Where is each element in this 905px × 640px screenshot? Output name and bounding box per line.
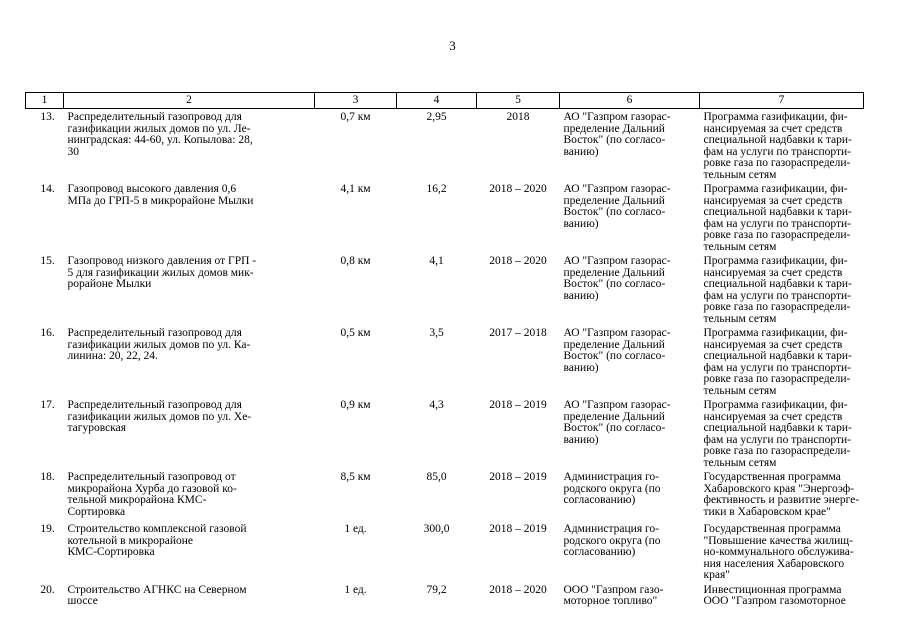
row-number: 20. (40, 583, 55, 596)
object-executor: АО "Газпром газорас- пределение Дальний Восток" (по согласо- ванию) (563, 255, 671, 302)
object-funding-source: Программа газификации, фи- нансируемая за счет средств специальной надбавки к тари- фам на услуги по транспорти- ровке газа по газораспредели- тельным сетям (703, 255, 852, 325)
object-period: 2018 (506, 111, 530, 123)
object-funding-source: Программа газификации, фи- нансируемая за счет средств специальной надбавки к тари- фам на услуги по транспорти- ровке газа по газораспредели- тельным сетям (703, 399, 852, 469)
object-executor: АО "Газпром газорас- пределение Дальний Восток" (по согласо- ванию) (563, 399, 671, 446)
header-row (26, 93, 864, 109)
object-cost: 79,2 (426, 583, 447, 596)
header-col-3: 3 (315, 93, 397, 109)
row-number: 13. (40, 111, 55, 123)
table-row (26, 469, 864, 521)
object-funding-source: Программа газификации, фи- нансируемая за счет средств специальной надбавки к тари- фам на услуги по транспорти- ровке газа по газораспредели- тельным сетям (703, 111, 852, 181)
object-length: 8,5 км (340, 471, 371, 483)
row-number: 19. (40, 523, 55, 535)
row-number: 18. (40, 471, 55, 483)
object-name: Распределительный газопровод для газификации жилых домов по ул. Хе- тагуровская (67, 399, 252, 434)
object-cost: 300,0 (423, 523, 450, 535)
header-col-6: 6 (560, 93, 700, 109)
object-funding-source: Государственная программа Хабаровского края "Энергоэф- фективность и развитие энерге- тики в Хабаровском крае" (703, 471, 860, 518)
object-period: 2017 – 2018 (489, 327, 547, 339)
object-period: 2018 – 2019 (489, 471, 547, 483)
object-period: 2018 – 2019 (489, 523, 547, 535)
table-row (26, 325, 864, 397)
header-col-4: 4 (397, 93, 477, 109)
object-name: Распределительный газопровод для газификации жилых домов по ул. Ка- линина: 20, 22, 24. (67, 327, 251, 362)
object-cost: 2,95 (426, 111, 447, 123)
row-number: 14. (40, 183, 55, 195)
object-cost: 16,2 (426, 183, 447, 195)
object-length: 1 ед. (344, 583, 367, 596)
object-name: Газопровод высокого давления 0,6 МПа до ГРП-5 в микрорайоне Мылки (67, 183, 254, 207)
object-cost: 4,3 (429, 399, 444, 411)
object-name: Распределительный газопровод от микрорайона Хурба до газовой ко- тельной микрорайона КМС- Сортировка (67, 471, 237, 518)
object-executor: ООО "Газпром газо- моторное топливо" (563, 583, 664, 607)
object-length: 1 ед. (344, 523, 367, 535)
object-name: Газопровод низкого давления от ГРП - 5 для газификации жилых домов мик- рорайоне Мылки (67, 255, 257, 290)
table-row (26, 397, 864, 469)
object-length: 0,5 км (340, 327, 371, 339)
object-length: 4,1 км (340, 183, 371, 195)
table-header (26, 93, 864, 109)
object-name: Распределительный газопровод для газификации жилых домов по ул. Ле- нинградская: 44-60, ул. Копылова: 28, 30 (67, 111, 253, 158)
object-cost: 85,0 (426, 471, 447, 483)
row-number: 16. (40, 327, 55, 339)
table-row (26, 582, 864, 635)
row-number: 17. (40, 399, 55, 411)
object-period: 2018 – 2019 (489, 399, 547, 411)
header-col-7: 7 (700, 93, 864, 109)
header-col-5: 5 (477, 93, 560, 109)
object-cost: 4,1 (429, 255, 444, 267)
object-funding-source: Программа газификации, фи- нансируемая за счет средств специальной надбавки к тари- фам на услуги по транспорти- ровке газа по газораспредели- тельным сетям (703, 183, 852, 253)
object-funding-source: Программа газификации, фи- нансируемая за счет средств специальной надбавки к тари- фам на услуги по транспорти- ровке газа по газораспредели- тельным сетям (703, 327, 852, 397)
page-number: 3 (449, 38, 456, 53)
table-row (26, 109, 864, 182)
object-funding-source: Инвестиционная программа ООО "Газпром газомоторное (703, 583, 846, 607)
row-number: 15. (40, 255, 55, 267)
gasification-table (25, 92, 864, 635)
object-period: 2018 – 2020 (489, 583, 547, 596)
table-row (26, 521, 864, 582)
table-body (26, 109, 864, 635)
object-executor: АО "Газпром газорас- пределение Дальний Восток" (по согласо- ванию) (563, 327, 671, 374)
table-row (26, 253, 864, 325)
object-length: 0,7 км (340, 111, 371, 123)
object-length: 0,8 км (340, 255, 371, 267)
object-cost: 3,5 (429, 327, 444, 339)
object-executor: АО "Газпром газорас- пределение Дальний Восток" (по согласо- ванию) (563, 183, 671, 230)
header-col-1: 1 (26, 93, 64, 109)
object-executor: АО "Газпром газорас- пределение Дальний Восток" (по согласо- ванию) (563, 111, 671, 158)
object-executor: Администрация го- родского округа (по согласованию) (563, 523, 661, 558)
object-name: Строительство АГНКС на Северном шоссе (67, 583, 247, 607)
object-length: 0,9 км (340, 399, 371, 411)
table-row (26, 181, 864, 253)
object-period: 2018 – 2020 (489, 183, 547, 195)
header-col-2: 2 (64, 93, 315, 109)
object-funding-source: Государственная программа "Повышение качества жилищ- но-коммунального обслужива- ния населения Хабаровского края" (703, 523, 854, 581)
object-name: Строительство комплексной газовой котельной в микрорайоне КМС-Сортировка (67, 523, 247, 558)
object-period: 2018 – 2020 (489, 255, 547, 267)
object-executor: Администрация го- родского округа (по согласованию) (563, 471, 661, 506)
